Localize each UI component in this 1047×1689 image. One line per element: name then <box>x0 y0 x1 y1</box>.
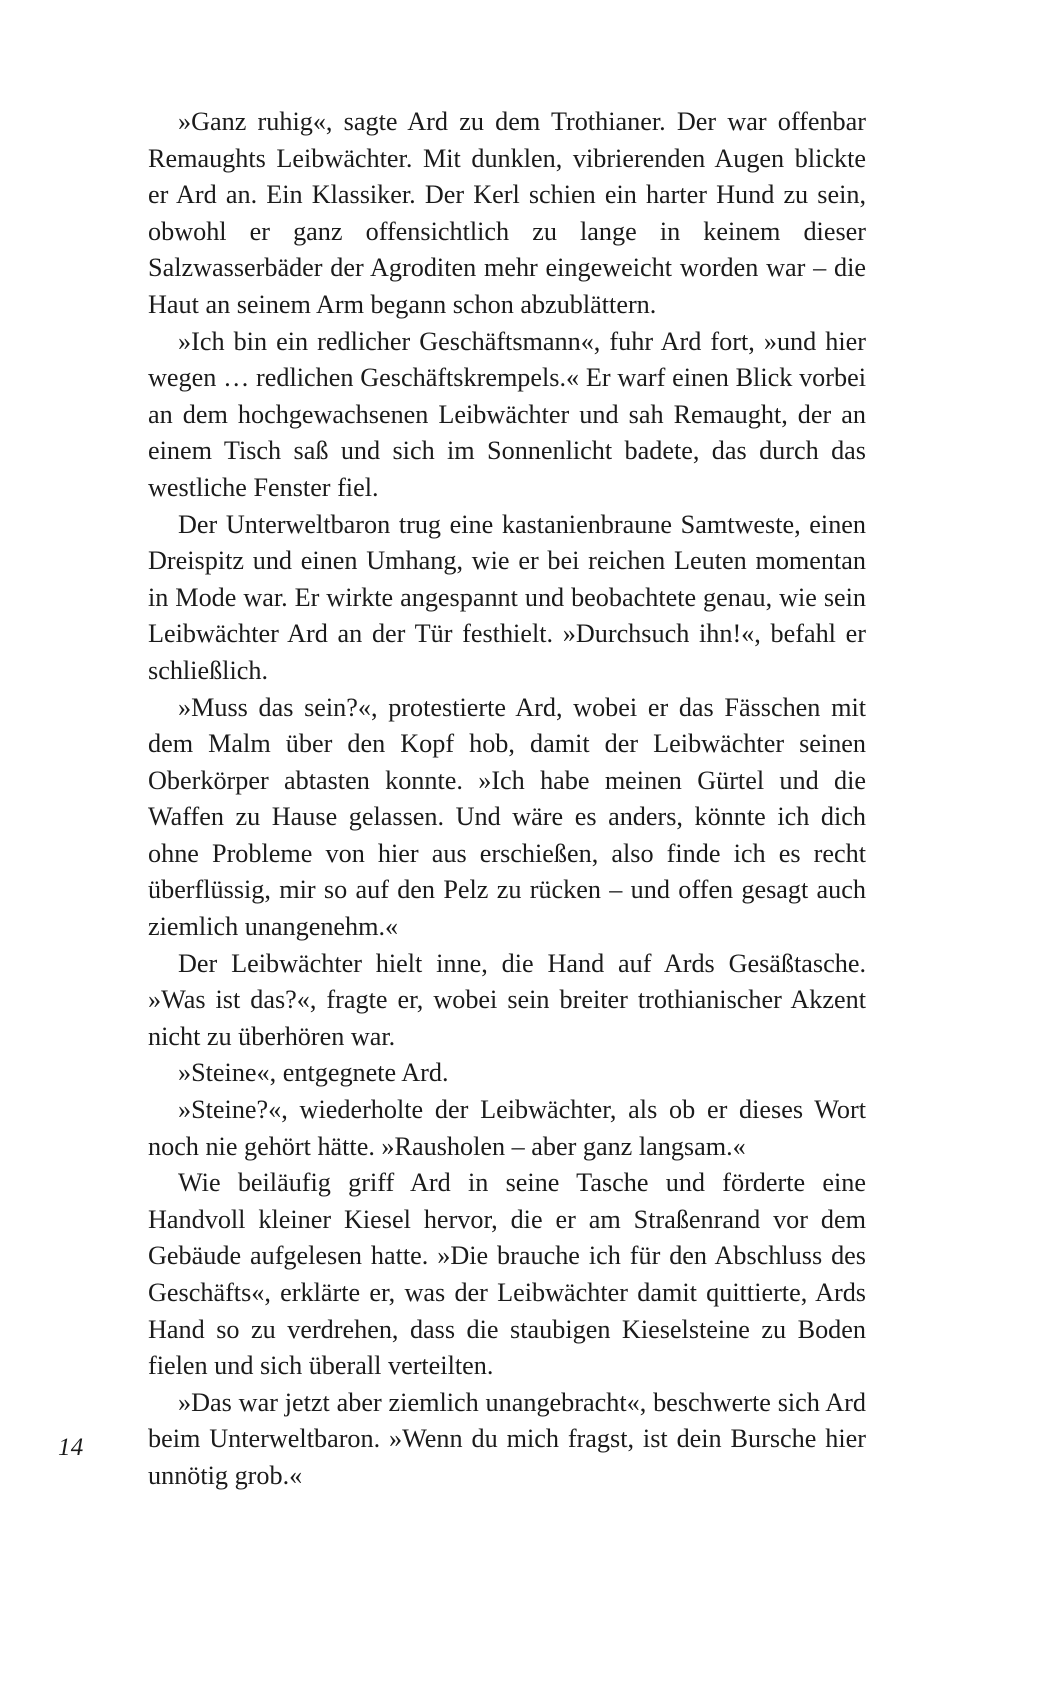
paragraph: »Steine?«, wiederholte der Leibwächter, als ob er dieses Wort noch nie gehört hätte. »Rausholen – aber ganz langsam.« <box>148 1095 866 1161</box>
page-body-text <box>148 104 866 1495</box>
page-number: 14 <box>58 1434 84 1461</box>
paragraph: »Ganz ruhig«, sagte Ard zu dem Trothianer. Der war offenbar Remaughts Leibwächter. Mit dunklen, vibrierenden Augen blickte er Ard an. Ein Klassiker. Der Kerl schien ein harter Hund zu sein, obwohl er ganz offensichtlich zu lange in keinem dieser Salzwasserbäder der Agroditen mehr eingeweicht worden war – die Haut an seinem Arm begann schon abzublättern. <box>148 107 866 319</box>
paragraph: Der Leibwächter hielt inne, die Hand auf Ards Gesäßtasche. »Was ist das?«, fragte er, wobei sein breiter trothianischer Akzent nicht zu überhören war. <box>148 948 866 1051</box>
paragraph: Wie beiläufig griff Ard in seine Tasche und förderte eine Handvoll kleiner Kiesel hervor, die er am Straßenrand vor dem Gebäude aufgelesen hatte. »Die brauche ich für den Abschluss des Geschäfts«, erklärte er, was der Leibwächter damit quittierte, Ards Hand so zu verdrehen, dass die staubigen Kieselsteine zu Boden fielen und sich überall verteilten. <box>148 1168 866 1381</box>
paragraph: Der Unterweltbaron trug eine kastanienbraune Samtweste, einen Dreispitz und einen Umhang, wie er bei reichen Leuten momentan in Mode war. Er wirkte angespannt und beobachtete genau, wie sein Leibwächter Ard an der Tür festhielt. »Durchsuch ihn!«, befahl er schließlich. <box>148 509 866 685</box>
paragraph: »Muss das sein?«, protestierte Ard, wobei er das Fässchen mit dem Malm über den Kopf hob, damit der Leibwächter seinen Oberkörper abtasten konnte. »Ich habe meinen Gürtel und die Waffen zu Hause gelassen. Und wäre es anders, könnte ich dich ohne Probleme von hier aus erschießen, also finde ich es recht überflüssig, mir so auf den Pelz zu rücken – und offen gesagt auch ziemlich unangenehm.« <box>148 692 866 942</box>
paragraph: »Das war jetzt aber ziemlich unangebracht«, beschwerte sich Ard beim Unterweltbaron. »Wenn du mich fragst, ist dein Bursche hier unnötig grob.« <box>148 1387 866 1490</box>
paragraph: »Steine«, entgegnete Ard. <box>178 1058 449 1088</box>
paragraph: »Ich bin ein redlicher Geschäftsmann«, fuhr Ard fort, »und hier wegen … redlichen Geschäftskrempels.« Er warf einen Blick vorbei an dem hochgewachsenen Leibwächter und sah Remaught, der an einem Tisch saß und sich im Sonnenlicht badete, das durch das westliche Fenster fiel. <box>148 326 866 502</box>
